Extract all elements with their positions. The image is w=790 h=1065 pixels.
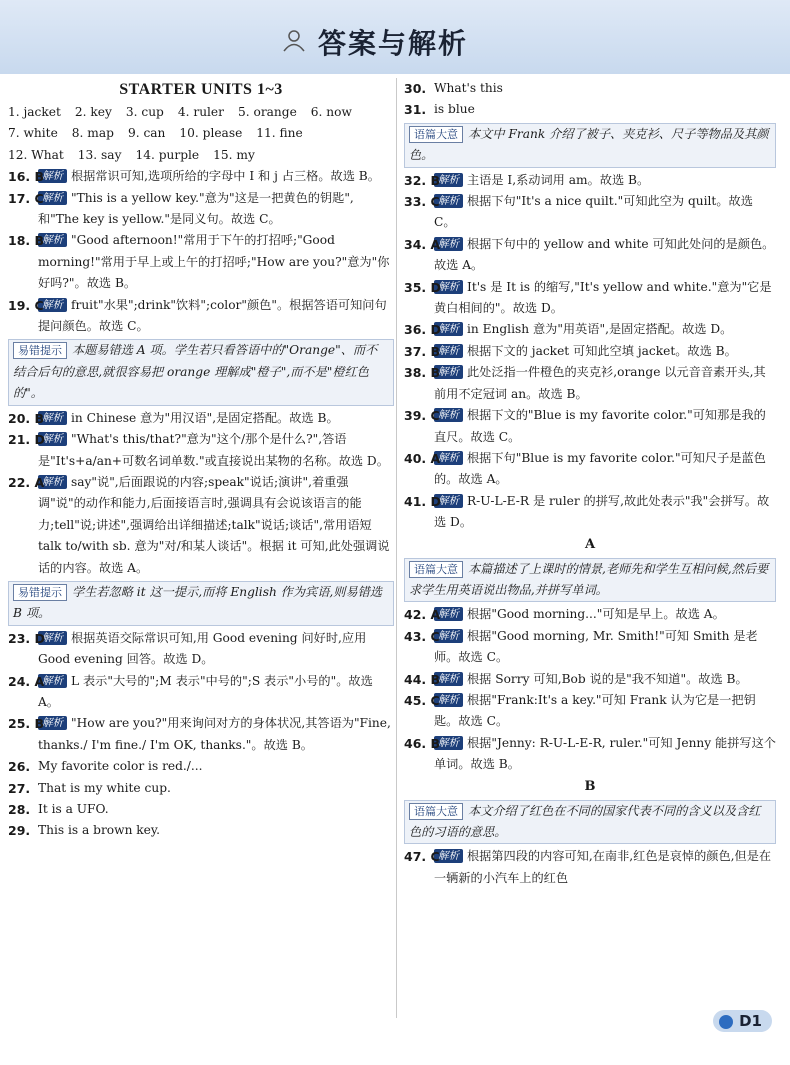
answer-cell: 11. fine [256, 126, 303, 141]
answer-cell: 2. key [74, 105, 112, 119]
question-number: 35. D [404, 279, 441, 295]
answer-cell: 14. purple [135, 147, 200, 162]
answer-cell: 10. please [179, 126, 243, 141]
answer-text: "How are you?"用来询问对方的身体状况,其答语为"Fine, thanks./ I'm fine./ I'm OK, thanks."。故选 B。 [38, 716, 391, 752]
tip-text: 本文介绍了红色在不同的国家代表不同的含义以及含红色的习语的意思。 [409, 803, 761, 839]
question-number: 39. C [404, 408, 440, 424]
question-number: 41. D [404, 493, 441, 509]
answer-text: 根据"Good morning, Mr. Smith!"可知 Smith 是老师。故选 C。 [434, 628, 758, 665]
tip-box [404, 123, 776, 168]
question-number: 18. B [8, 233, 45, 249]
answer-item [8, 230, 394, 294]
answer-item [404, 491, 776, 534]
answer-text: in English 意为"用英语",是固定搭配。故选 D。 [467, 322, 733, 337]
answer-text: "What's this/that?"意为"这个/那个是什么?",答语是"It's+a/an+可数名词单数."或直接说出某物的名称。故选 D。 [38, 432, 389, 468]
answer-item [8, 429, 394, 472]
question-number: 40. A [404, 450, 441, 466]
question-number: 32. B [404, 172, 441, 188]
answer-item [8, 472, 394, 579]
tip-label: 易错提示 [13, 342, 67, 359]
question-number: 44. B [404, 671, 441, 687]
analysis-badge: 解析 [434, 451, 463, 465]
answer-row [8, 102, 394, 123]
analysis-badge: 解析 [38, 674, 67, 688]
answer-text: What's this [434, 81, 503, 95]
question-number: 47. C [404, 849, 440, 865]
answer-item [404, 362, 776, 405]
analysis-badge: 解析 [434, 672, 463, 686]
answer-item [8, 166, 394, 187]
tip-box [404, 558, 776, 603]
question-number: 19. C [8, 297, 44, 313]
page-title: 答案与解析 [318, 27, 469, 60]
answer-item [404, 733, 776, 776]
answer-text: 根据"Jenny: R-U-L-E-R, ruler."可知 Jenny 能拼写这个单词。故选 B。 [434, 735, 776, 772]
answer-text: say"说",后面跟说的内容;speak"说话;演讲",着重强调"说"的动作和能力,后面接语言时,强调具有会说该语言的能力;tell"说;讲述",强调给出详细描述;talk"说话;谈话",常用语短 talk to/with sb. 意为"对/和某人谈话"。根据 it 可知,此处强调说话的内容。故选 A。 [38, 474, 390, 575]
answer-text: 根据下句中的 yellow and white 可知此处问的是颜色。故选 A。 [434, 236, 775, 273]
answer-item [404, 626, 776, 669]
answer-cell: 9. can [127, 126, 166, 141]
answer-cell: 7. white [8, 126, 58, 141]
question-number: 17. C [8, 190, 44, 206]
answer-item [404, 99, 776, 120]
answer-text: It's 是 It is 的缩写,"It's yellow and white."意为"它是黄白相间的"。故选 D。 [434, 279, 772, 316]
question-number: 31. [404, 102, 427, 118]
tip-text: 本文中 Frank 介绍了被子、夹克衫、尺子等物品及其颜色。 [409, 126, 769, 163]
answer-text: 主语是 I,系动词用 am。故选 B。 [467, 172, 650, 187]
analysis-badge: 解析 [38, 191, 67, 205]
tip-label: 语篇大意 [409, 803, 463, 820]
analysis-badge: 解析 [434, 194, 463, 208]
answer-text: 此处泛指一件橙色的夹克衫,orange 以元音音素开头,其前用不定冠词 an。故选 B。 [434, 365, 766, 401]
answer-item [404, 448, 776, 491]
answer-item [8, 408, 394, 429]
answer-item [404, 191, 776, 234]
question-number: 29. [8, 823, 31, 839]
answer-text: My favorite color is red./... [38, 759, 203, 774]
question-number: 30. [404, 81, 427, 96]
analysis-badge: 解析 [38, 169, 67, 183]
question-number: 27. [8, 780, 31, 796]
tip-box [8, 581, 394, 626]
answer-text: 根据下文的"Blue is my favorite color."可知那是我的直尺。故选 C。 [434, 408, 766, 444]
analysis-badge: 解析 [434, 494, 463, 508]
tip-label: 易错提示 [13, 584, 67, 601]
answer-item [8, 671, 394, 714]
right-items-top [404, 78, 776, 534]
analysis-badge: 解析 [434, 365, 463, 379]
question-number: 20. B [8, 410, 45, 426]
question-number: 25. B [8, 716, 45, 732]
tip-text: 本题易错选 A 项。学生若只看答语中的"Orange"、而不结合后句的意思,就很容易把 orange 理解成"橙子",而不是"橙红色的"。 [13, 343, 378, 401]
analysis-badge: 解析 [434, 408, 463, 422]
page-number-label: D1 [739, 1012, 762, 1030]
question-number: 34. A [404, 236, 441, 252]
analysis-badge: 解析 [38, 475, 67, 489]
answer-item [8, 778, 394, 799]
answer-text: 根据下句"Blue is my favorite color."可知尺子是蓝色的。故选 A。 [434, 450, 766, 487]
question-number: 16. B [8, 169, 45, 185]
answer-cell: 3. cup [125, 105, 164, 119]
question-number: 26. [8, 759, 31, 775]
left-column [8, 78, 394, 842]
answer-row [8, 145, 394, 166]
question-number: 21. D [8, 432, 45, 448]
tip-text: 学生若忽略 it 这一提示,而将 English 作为宾语,则易错选 B 项。 [13, 584, 383, 621]
answer-cell: 8. map [71, 126, 114, 141]
answer-item [404, 170, 776, 191]
answer-item [8, 713, 394, 756]
answer-text: 根据第四段的内容可知,在南非,红色是哀悼的颜色,但是在一辆新的小汽车上的红色 [434, 849, 772, 885]
analysis-badge: 解析 [434, 849, 463, 863]
page-number [713, 1010, 772, 1032]
answer-item [8, 799, 394, 820]
answer-text: 根据 Sorry 可知,Bob 说的是"我不知道"。故选 B。 [467, 671, 748, 686]
right-column [404, 78, 776, 889]
left-items [8, 166, 394, 842]
answer-cell: 12. What [8, 147, 64, 162]
right-items-b [404, 800, 776, 890]
tip-box [8, 339, 394, 405]
answer-item [404, 341, 776, 362]
tip-box [404, 800, 776, 845]
answer-cell: 13. say [77, 147, 122, 162]
answer-text: "Good afternoon!"常用于下午的打招呼;"Good morning!"常用于早上或上午的打招呼;"How are you?"意为"你好吗?"。故选 B。 [38, 233, 390, 291]
analysis-badge: 解析 [434, 280, 463, 294]
answer-text: in Chinese 意为"用汉语",是固定搭配。故选 B。 [71, 410, 339, 425]
answer-text: fruit"水果";drink"饮料";color"颜色"。根据答语可知问句提问颜色。故选 C。 [38, 297, 387, 334]
answer-cell: 6. now [310, 105, 352, 119]
analysis-badge: 解析 [434, 607, 463, 621]
analysis-badge: 解析 [434, 237, 463, 251]
answer-item [404, 319, 776, 340]
answer-text: 根据"Frank:It's a key."可知 Frank 认为它是一把钥匙。故选 C。 [434, 692, 756, 729]
answer-text: That is my white cup. [38, 780, 171, 795]
analysis-badge: 解析 [38, 432, 67, 446]
answer-text: This is a brown key. [38, 823, 161, 838]
answer-item [404, 78, 776, 99]
reader-icon [282, 30, 306, 52]
answer-item [8, 188, 394, 231]
answer-text: 根据下句"It's a nice quilt."可知此空为 quilt。故选 C。 [434, 194, 753, 230]
answer-item [404, 405, 776, 448]
question-number: 37. B [404, 343, 441, 359]
answer-item [8, 628, 394, 671]
section-title: STARTER UNITS 1~3 [119, 81, 283, 98]
answer-text: L 表示"大号的";M 表示"中号的";S 表示"小号的"。故选 A。 [38, 673, 373, 709]
answer-text: 根据下文的 jacket 可知此空填 jacket。故选 B。 [467, 343, 737, 358]
answer-text: 根据英语交际常识可知,用 Good evening 问好时,应用 Good evening 回答。故选 D。 [38, 630, 367, 667]
question-number: 36. D [404, 322, 441, 338]
answer-text: It is a UFO. [38, 802, 109, 816]
question-number: 38. B [404, 365, 441, 381]
analysis-badge: 解析 [38, 716, 67, 730]
answer-item [404, 234, 776, 277]
answer-cell: 1. jacket [8, 105, 61, 119]
answer-cell: 5. orange [237, 105, 297, 119]
answer-row [8, 123, 394, 144]
answer-item [404, 277, 776, 320]
passage-a-title: A [584, 536, 596, 552]
page-dot-icon [719, 1015, 733, 1029]
analysis-badge: 解析 [38, 233, 67, 247]
answer-item [404, 846, 776, 889]
analysis-badge: 解析 [434, 736, 463, 750]
analysis-badge: 解析 [434, 322, 463, 336]
answer-item [8, 295, 394, 338]
question-number: 33. C [404, 194, 440, 210]
question-number: 45. C [404, 692, 440, 708]
answer-item [8, 820, 394, 841]
column-divider [396, 78, 397, 1018]
analysis-badge: 解析 [434, 173, 463, 187]
answer-text: is blue [434, 102, 475, 117]
answer-cell: 15. my [213, 147, 255, 162]
analysis-badge: 解析 [38, 411, 67, 425]
answer-item [404, 669, 776, 690]
tip-text: 本篇描述了上课时的情景,老师先和学生互相问候,然后要求学生用英语说出物品,并拼写单词。 [409, 561, 769, 597]
answer-text: 根据"Good morning..."可知是早上。故选 A。 [467, 607, 725, 622]
page-header [0, 0, 790, 74]
analysis-badge: 解析 [38, 298, 67, 312]
analysis-badge: 解析 [434, 629, 463, 643]
question-number: 42. A [404, 607, 441, 623]
analysis-badge: 解析 [434, 344, 463, 358]
question-number: 46. B [404, 735, 441, 751]
question-number: 24. A [8, 673, 45, 689]
answer-text: 根据常识可知,选项所给的字母中 I 和 j 占三格。故选 B。 [71, 169, 380, 184]
answer-rows [8, 102, 394, 166]
answer-item [404, 690, 776, 733]
tip-label: 语篇大意 [409, 561, 463, 578]
right-items-a [404, 558, 776, 776]
answer-text: "This is a yellow key."意为"这是一把黄色的钥匙",和"The key is yellow."是同义句。故选 C。 [38, 190, 354, 227]
passage-b-title: B [584, 778, 596, 794]
analysis-badge: 解析 [38, 631, 67, 645]
question-number: 22. A [8, 474, 45, 490]
question-number: 23. D [8, 630, 45, 646]
analysis-badge: 解析 [434, 693, 463, 707]
answer-item [8, 756, 394, 777]
answer-item [404, 604, 776, 625]
answer-text: R-U-L-E-R 是 ruler 的拼写,故此处表示"我"会拼写。故选 D。 [434, 493, 770, 530]
question-number: 43. C [404, 628, 440, 644]
question-number: 28. [8, 802, 31, 817]
answer-cell: 4. ruler [177, 105, 224, 119]
tip-label: 语篇大意 [409, 126, 463, 143]
